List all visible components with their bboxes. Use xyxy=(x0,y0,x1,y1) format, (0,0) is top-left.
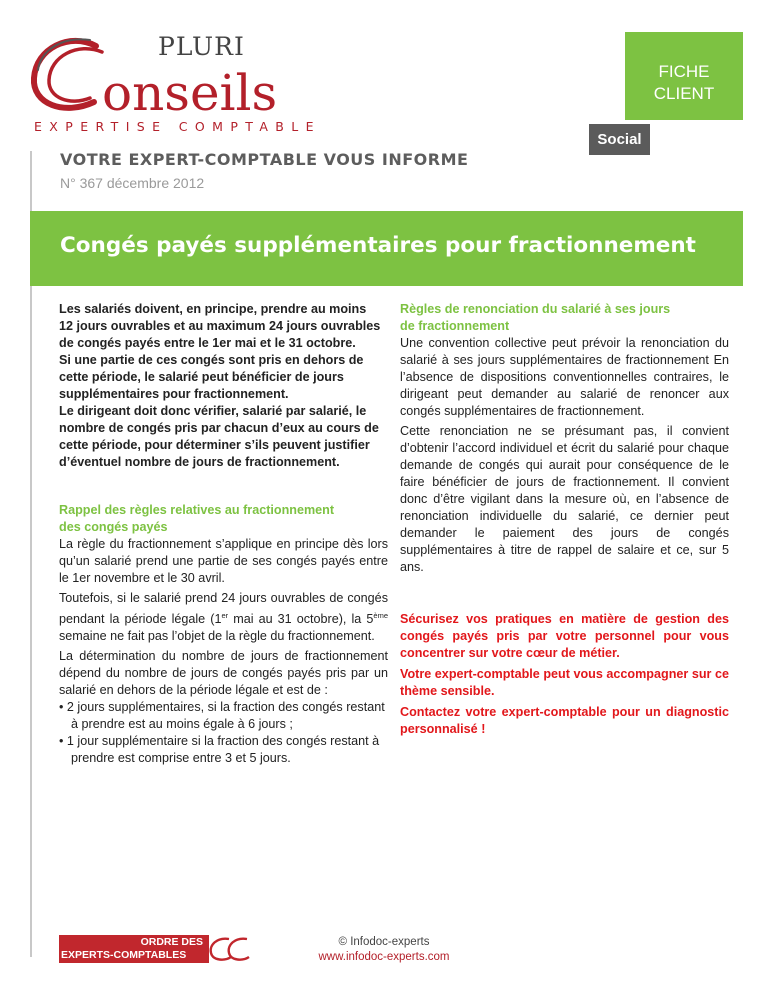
logo-conseils-text: onseils xyxy=(102,64,278,122)
intro-line: cette période, le salarié peut bénéficier de jours xyxy=(59,370,344,384)
right-column xyxy=(400,301,729,738)
category-badge: Social xyxy=(589,124,650,155)
section1-p2-part-a: Toutefois, si le salarié prend 24 jours ouvrables de congés pendant la période légale (1 xyxy=(59,591,388,627)
bullet-item: • 1 jour supplémentaire si la fraction des congés restant à prendre est comprise entre 3 et 5 jours. xyxy=(59,734,380,766)
section1-p2-part-c: semaine ne fait pas l’objet de la règle du fractionnement. xyxy=(59,629,375,644)
fiche-badge-line1: FICHE xyxy=(658,62,710,81)
section2-paragraph2: Cette renonciation ne se présumant pas, il convient d’obtenir l’accord individuel et écrit du salarié pour chaque demande de congés qui aurait pour conséquence de le faire bénéficier de jours de fractionnement. Il convient donc d’être vigilant dans la mesure où, en l’absence de renonciation individuelle du salarié, ce dernier peut demander le paiement des jours de congés supplémentaires à titre de rappel de salaire et ce, sur 5 ans. xyxy=(400,424,729,574)
article-title: Congés payés supplémentaires pour fractionnement xyxy=(60,233,696,258)
intro-line: Si une partie de ces congés sont pris en dehors de xyxy=(59,353,364,367)
intro-line: de congés payés entre le 1er mai et le 31 octobre. xyxy=(59,336,356,350)
callout-paragraph1: Sécurisez vos pratiques en matière de gestion des congés payés pris par votre personnel pour vous concentrer sur votre cœur de métier. xyxy=(400,612,729,660)
section1-paragraph3: La détermination du nombre de jours de fractionnement dépend du nombre de jours de congés payés pris par un salarié en dehors de la période légale et est de : xyxy=(59,649,388,698)
section1-title xyxy=(59,502,388,536)
intro-line: nombre de congés pris par chacun d’eux au cours de xyxy=(59,421,379,435)
section2-paragraph1: Une convention collective peut prévoir la renonciation du salarié à ses jours supplémentaires de fractionnement En l’absence de dispositions conventionnelles contraires, le dirigeant peut demander au salarié de renoncer aux congés supplémentaires de fractionnement. xyxy=(400,336,729,418)
intro-line: 12 jours ouvrables et au maximum 24 jours ouvrables xyxy=(59,319,381,333)
intro-paragraph xyxy=(59,301,388,471)
callout-paragraph2: Votre expert-comptable peut vous accompagner sur ce thème sensible. xyxy=(400,667,729,698)
logo-pluri-text: PLURI xyxy=(158,32,245,61)
logo-c-swoosh xyxy=(30,30,110,120)
superscript-er: er xyxy=(221,611,229,620)
section1-p2-part-b: mai au 31 octobre), la 5 xyxy=(228,612,374,627)
section2-title-line1: Règles de renonciation du salarié à ses jours xyxy=(400,302,671,316)
intro-line: supplémentaires pour fractionnement. xyxy=(59,387,289,401)
logo-tagline: EXPERTISE COMPTABLE xyxy=(34,119,321,134)
website-link[interactable]: www.infodoc-experts.com xyxy=(318,951,450,963)
company-logo xyxy=(30,30,321,140)
title-banner xyxy=(30,211,743,286)
callout-paragraph3: Contactez votre expert-comptable pour un diagnostic personnalisé ! xyxy=(400,705,729,736)
ordre-logo-line1: ORDRE DES xyxy=(140,936,203,948)
section1-title-line2: des congés payés xyxy=(59,520,168,534)
fiche-badge-line2: CLIENT xyxy=(653,84,715,103)
intro-line: Les salariés doivent, en principe, prendre au moins xyxy=(59,302,367,316)
intro-line: d’éventuel nombre de jours de fractionnement. xyxy=(59,455,340,469)
copyright-text: © Infodoc-experts xyxy=(338,936,430,948)
intro-line: Le dirigeant doit donc vérifier, salarié par salarié, le xyxy=(59,404,367,418)
left-column xyxy=(59,301,388,767)
ordre-logo-line2: EXPERTS-COMPTABLES xyxy=(61,949,187,961)
bullet-item: • 2 jours supplémentaires, si la fraction des congés restant à prendre est au moins égale à 6 jours ; xyxy=(59,700,385,732)
section1-paragraph2 xyxy=(59,590,388,645)
fiche-client-badge xyxy=(625,32,743,120)
issue-number: N° 367 décembre 2012 xyxy=(60,175,205,191)
section1-paragraph1: La règle du fractionnement s’applique en principe dès lors qu’un salarié prend une partie de ses congés payés entre le 1er novembre et le 30 avril. xyxy=(59,537,388,585)
intro-line: cette période, pour déterminer s’ils peuvent justifier xyxy=(59,438,370,452)
section2-title xyxy=(400,301,729,335)
newsletter-heading: VOTRE EXPERT-COMPTABLE VOUS INFORME xyxy=(60,150,469,169)
section1-title-line1: Rappel des règles relatives au fractionnement xyxy=(59,503,335,517)
superscript-eme: ème xyxy=(373,611,388,620)
section2-title-line2: de fractionnement xyxy=(400,319,510,333)
